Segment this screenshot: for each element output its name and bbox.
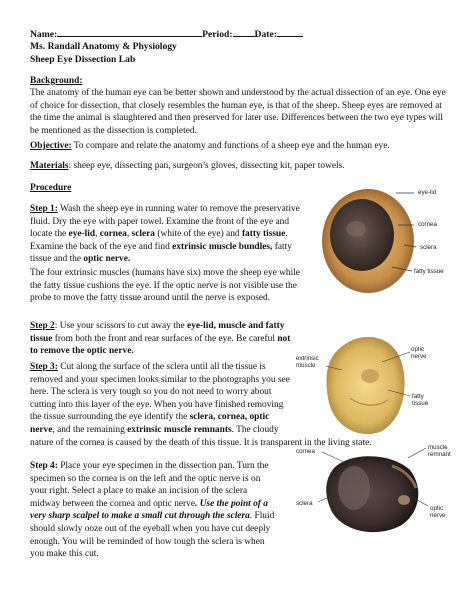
step3-text: the tissue surrounding the eye identify the [30, 412, 190, 423]
label-extrinsic-line: muscle [296, 362, 316, 369]
step4-text: enough. You will be reminded of how tough the sclera is when [30, 536, 265, 547]
step3-text: , and the remaining [52, 424, 128, 435]
label-cornea: cornea [418, 221, 437, 228]
step2-bold: eye-lid, muscle and fatty [187, 321, 285, 331]
step1-term-cornea: cornea [99, 229, 127, 240]
step1-term-eyelid: eye-lid [68, 229, 96, 240]
label-sclera-3: sclera [296, 500, 313, 507]
objective-line [30, 140, 390, 153]
step1-term-fatty-tissue: fatty tissue [241, 229, 286, 240]
step2-paragraph [30, 320, 315, 358]
step1-text: fatty [272, 241, 292, 252]
step3-text: cutting into this layer of the eye. When you have finished removing [30, 399, 284, 410]
teacher-line: Ms. Randall Anatomy & Physiology [30, 41, 177, 52]
step1-text: , [95, 229, 100, 240]
step3-label: Step 3: [30, 362, 58, 372]
label-eyelid: eye-lid [418, 189, 437, 196]
label-muscle-line: muscle [428, 444, 448, 451]
label-cornea-3: cornea [296, 448, 315, 455]
label-optic-line: nerve [411, 353, 427, 360]
step1-text: (white of the eye) and [154, 229, 242, 240]
step4-text: . Fluid [249, 511, 275, 522]
step1-text: the fatty tissue cushions the eye. If the optic nerve is not visible use the [30, 280, 297, 291]
date-label: Date: [254, 29, 277, 40]
step1-text: fluid. Dry the eye with paper towel. Examine the front of the eye and [30, 216, 290, 227]
step4-bold-italic: very sharp scalpel to make a small cut through the sclera [30, 511, 250, 522]
header-fields-row [30, 28, 450, 42]
background-line: be mentioned as the dissection is completed. [30, 125, 197, 136]
step4-paragraph [30, 460, 315, 561]
step4-text: you make this cut. [30, 549, 99, 560]
step1-text: Wash the sheep eye in running water to remove the preservative [57, 204, 300, 214]
name-blank [57, 28, 202, 37]
objective-text: To compare and relate the anatomy and functions of a sheep eye and the human eye. [71, 141, 390, 151]
step3-text: Cut along the surface of the sclera until all the tissue is [57, 362, 266, 372]
step2-bold: tissue [30, 333, 53, 344]
procedure-heading: Procedure [30, 183, 72, 193]
step2-text: from both the front and rear surfaces of the eye. Be careful [52, 333, 278, 344]
label-fatty-line: tissue [412, 400, 429, 407]
label-muscle-line: remnant [428, 451, 451, 458]
sheep-eye-front-photo [316, 185, 466, 297]
step2-bold: to remove the optic nerve. [30, 346, 134, 357]
step4-text: should slowly ooze out of the eyeball when you have cut deeply [30, 523, 271, 534]
label-optic-line: optic [411, 346, 425, 353]
step3-bold: nerve [30, 424, 53, 435]
date-blank [277, 28, 303, 37]
label-fatty-line: fatty [412, 393, 424, 400]
step4-label: Step 4: [30, 461, 58, 471]
materials-line [30, 160, 345, 173]
step1-text: , [126, 229, 132, 240]
figure2-leader-lines [296, 340, 446, 420]
background-paragraph [30, 87, 470, 137]
step1-term-optic-nerve: optic nerve. [83, 254, 131, 265]
step1-text: probe to move the fatty tissue around until the nerve is exposed. [30, 293, 271, 304]
background-line: of choice for dissection, that closely resembles the human eye, is that of the sheep. Sheep eyes are removed at [30, 100, 442, 111]
step1-text: Examine the back of the eye and find [30, 241, 173, 252]
step1-paragraph-2 [30, 267, 315, 305]
step3-bold: sclera, cornea, optic [189, 412, 270, 423]
step4-text: your right. Select a place to make an incision of the sclera [30, 486, 248, 497]
label-extrinsic-line: extrinsic [296, 355, 319, 362]
label-sclera: sclera [420, 244, 437, 251]
lab-title: Sheep Eye Dissection Lab [30, 54, 136, 65]
step1-text: tissue and the [30, 254, 84, 265]
label-optic-line: nerve [430, 512, 446, 519]
period-label: Period: [202, 29, 233, 40]
step3-bold: extrinsic muscle remnants [127, 424, 232, 435]
step1-paragraph [30, 203, 310, 266]
step4-bold-italic: . Use the point of a [195, 498, 268, 509]
step4-text: midway between the cornea and optic nerve [30, 498, 196, 509]
step2-text: : Use your scissors to cut away the [54, 321, 188, 331]
step2-label: Step 2 [30, 321, 55, 331]
step2-bold: not [277, 333, 291, 344]
figure3-leader-lines [296, 440, 446, 530]
step1-label: Step 1: [30, 204, 58, 214]
name-label: Name: [30, 29, 58, 40]
step3-text: nature of the cornea is caused by the death of this tissue. It is transparent in the living state. [30, 437, 372, 448]
label-fatty-tissue: fatty tissue [414, 268, 444, 275]
background-line: the time the animal is slaughtered and then preserved for later use. Differences between the two eye types will [30, 113, 443, 124]
step4-text: Place your eye specimen in the dissection pan. Turn the [57, 461, 269, 471]
objective-heading: Objective: [30, 141, 72, 151]
step1-term-extrinsic: extrinsic muscle bundles, [172, 241, 273, 252]
step3-text: removed and your specimen looks similar to the photographs you see [30, 374, 290, 385]
background-heading: Background: [30, 76, 83, 86]
step4-text: specimen so the cornea is on the left and the optic nerve is on [30, 473, 261, 484]
step1-text: The four extrinsic muscles (humans have six) move the sheep eye while [30, 268, 300, 278]
step1-text: . [285, 229, 288, 240]
step1-text: locate the [30, 229, 69, 240]
materials-heading: Materials [30, 161, 69, 171]
step3-text: here. The sclera is very tough so you do not need to worry about [30, 387, 272, 398]
period-blank [233, 28, 255, 37]
step1-term-sclera: sclera [131, 229, 155, 240]
materials-text: : sheep eye, dissecting pan, surgeon’s gloves, dissecting kit, paper towels. [68, 161, 345, 171]
step3-text: . The cloudy [231, 424, 279, 435]
label-optic-line: optic [430, 505, 444, 512]
background-line: The anatomy of the human eye can be better shown and understood by the actual dissection of an eye. One eye [30, 88, 446, 98]
